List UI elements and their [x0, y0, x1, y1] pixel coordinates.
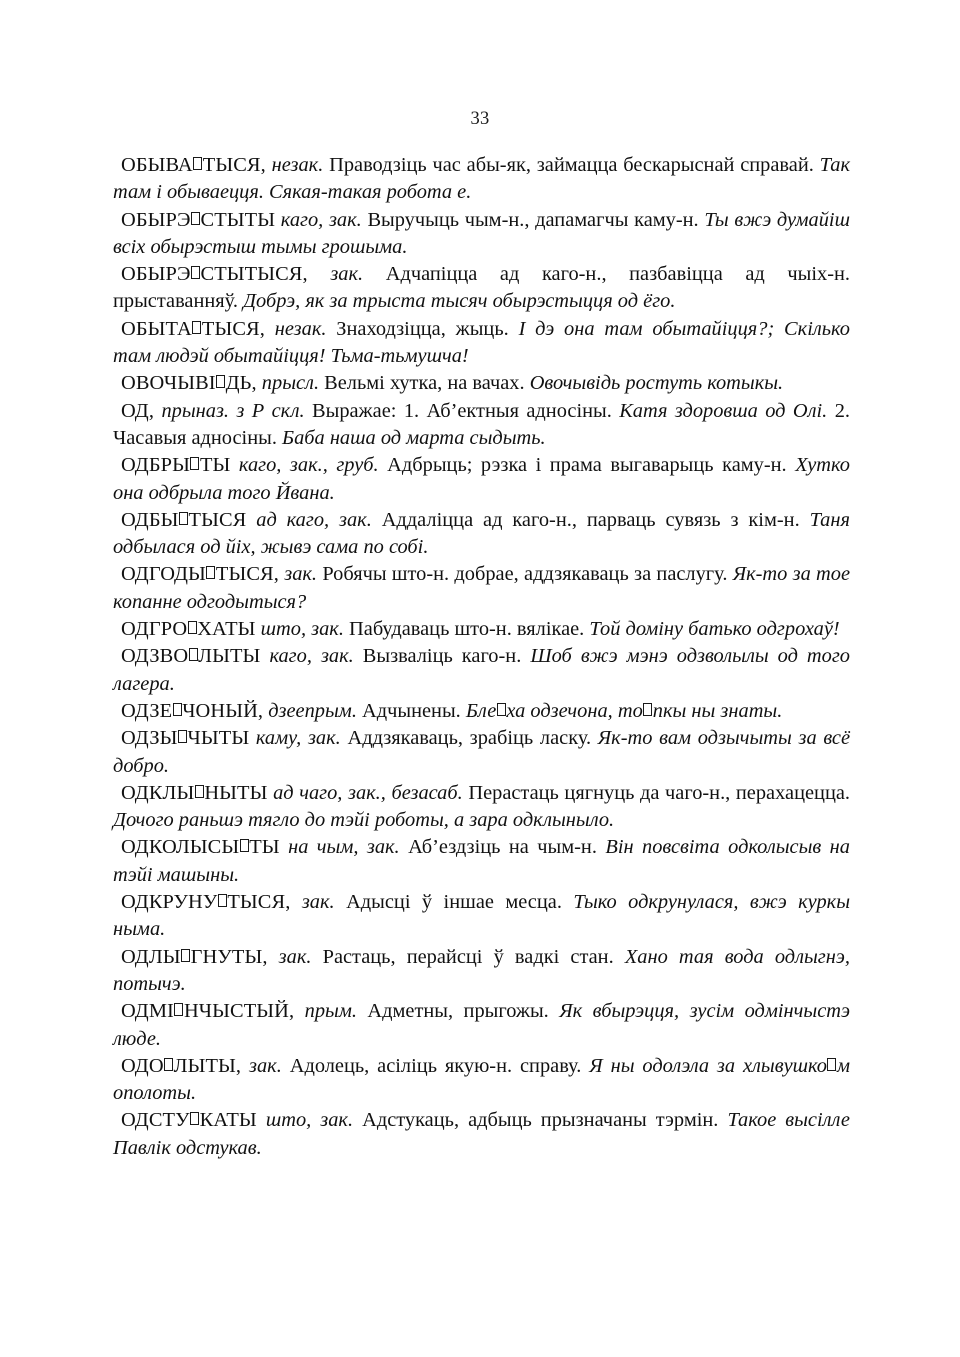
- headword-tail: ТЫ: [249, 836, 280, 859]
- stress-box-glyph: [190, 457, 199, 470]
- example: Він повсвіта одколысыв на тэйі машыны.: [113, 836, 850, 886]
- definition: Аб’ездзіць на чым-н.: [408, 836, 597, 859]
- definition: Выручыць чым-н., дапамагчы каму-н.: [367, 208, 699, 231]
- example-part-b: ха одзечона, то: [506, 699, 643, 722]
- example: Так там і обываецця. Сякая-такая робота е.: [113, 154, 850, 204]
- headword: ОДГОДЫ: [121, 563, 206, 586]
- definition: Адчынены.: [362, 699, 461, 722]
- grammar-label: ад чаго, зак., безасаб.: [273, 781, 463, 804]
- definition: Вельмі хутка, на вачах.: [324, 372, 525, 395]
- example: Катя здоровша од Олі.: [619, 399, 828, 422]
- headword-tail: СТЫТЫСЯ,: [200, 263, 308, 286]
- dictionary-entry: [113, 507, 850, 562]
- headword-tail: ДЬ,: [225, 372, 257, 395]
- stress-box-glyph: [240, 839, 249, 852]
- example: І дэ она там обытайіцця?; Скілько там людэй обытайіцця! Тьма-тьмушча!: [113, 317, 850, 368]
- grammar-label: каго, зак.: [280, 208, 362, 231]
- headword: ОВОЧЫВІ: [121, 372, 216, 395]
- example-part-b: м ополоты.: [113, 1054, 850, 1105]
- headword: ОДБЫ: [121, 508, 179, 531]
- dictionary-entry: [113, 944, 850, 999]
- stress-box-glyph: [192, 321, 201, 334]
- definition: Адстукаць, адбыць прызначаны тэрмін.: [362, 1109, 719, 1132]
- dictionary-entry: [113, 1053, 850, 1108]
- headword: ОБЫРЭ: [121, 208, 191, 231]
- definition: Перастаць цягнуць да чаго-н., перахацецца.: [468, 781, 850, 804]
- headword-tail: ЛЫТЫ: [198, 645, 261, 668]
- stress-box-glyph: [181, 949, 190, 962]
- stress-box-glyph: [195, 785, 204, 798]
- headword: ОДКОЛЫСЫ: [121, 836, 240, 859]
- definition: Аддзякаваць, зрабіць ласку.: [347, 727, 592, 750]
- headword-tail: ТЫСЯ,: [227, 891, 291, 914]
- grammar-label: каго, зак.: [269, 645, 354, 668]
- definition: Робячы што-н. добрае, аддзякаваць за паслугу.: [322, 563, 728, 586]
- dictionary-entry-list: [113, 152, 850, 1162]
- definition: Адолець, асіліць якую-н. справу.: [289, 1054, 582, 1077]
- stress-box-glyph: [173, 703, 182, 716]
- dictionary-entry: [113, 261, 850, 316]
- headword: ОБЫРЭ: [121, 263, 191, 286]
- headword: ОДМІ: [121, 1000, 174, 1023]
- example: Таня одбылася од йіх, жывэ сама по собі.: [113, 508, 850, 559]
- example-sense-2: Баба наша од марта сыдыть.: [282, 426, 546, 449]
- headword-tail: ЛЫТЫ,: [173, 1054, 242, 1077]
- grammar-label: зак.: [278, 945, 312, 968]
- stress-box-glyph: [189, 648, 198, 661]
- example: Тыко одкрунулася, вжэ куркы ныма.: [113, 891, 851, 941]
- headword-tail: ЧОНЫЙ,: [182, 699, 264, 722]
- example-part-a: Бле: [465, 699, 497, 722]
- grammar-label: зак.: [301, 891, 335, 914]
- headword-tail: ТЫСЯ: [188, 508, 247, 531]
- stress-box-glyph: [216, 375, 225, 388]
- example: Хутко она одбрыла того Йвана.: [113, 454, 850, 504]
- grammar-label: на чым, зак.: [288, 836, 400, 859]
- dictionary-entry: [113, 616, 850, 643]
- stress-box-glyph: [497, 703, 506, 716]
- example: Овочывідь ростуть котыкы.: [529, 372, 784, 395]
- stress-box-glyph: [206, 566, 215, 579]
- headword: ОДБРЫ: [121, 454, 190, 477]
- page-number: 33: [470, 109, 490, 129]
- grammar-label: прыназ. з Р скл.: [161, 399, 305, 422]
- definition: Аддаліцца ад каго-н., парваць сувязь з кім-н.: [381, 508, 800, 531]
- headword: ОДГРО: [121, 618, 188, 641]
- dictionary-entry: [113, 1107, 850, 1162]
- definition: Адбрыць; рэзка і прама выгаварыць каму-н.: [387, 454, 787, 477]
- headword-tail: КАТЫ: [199, 1109, 257, 1132]
- definition-sense-2: 2. Часавыя адносіны.: [113, 399, 850, 449]
- example: Той доміну батько одгрохаў!: [589, 618, 840, 641]
- grammar-label: незак.: [271, 154, 324, 176]
- definition: Адысці ў іншае месца.: [346, 891, 562, 914]
- example-part-a: Я ны одолэла за хлывушко: [589, 1054, 827, 1077]
- definition: Вызваліць каго-н.: [362, 645, 522, 668]
- definition: Праводзіць час абы-як, займацца бескарыснай справай.: [329, 154, 814, 176]
- definition: Растаць, перайсці ў вадкі стан.: [322, 945, 614, 968]
- headword-tail: ГНУТЫ,: [190, 945, 268, 968]
- headword-tail: СТЫТЫ: [200, 208, 276, 231]
- headword: ОДКЛЫ: [121, 781, 195, 804]
- stress-box-glyph: [190, 1112, 199, 1125]
- dictionary-entry: [113, 780, 850, 835]
- headword: ОДО: [121, 1054, 164, 1077]
- stress-box-glyph: [191, 212, 200, 225]
- definition: Пабудаваць што-н. вялікае.: [349, 618, 585, 641]
- dictionary-entry: [113, 725, 850, 780]
- stress-box-glyph: [218, 894, 227, 907]
- headword-tail: НЧЫСТЫЙ,: [183, 1000, 295, 1023]
- headword: ОДЗЫ: [121, 727, 178, 750]
- grammar-label: зак.: [330, 263, 364, 286]
- example: Такое высілле Павлік одстукав.: [113, 1109, 850, 1159]
- dictionary-entry: [113, 398, 850, 453]
- headword: ОД,: [121, 399, 155, 422]
- example-part-c: пкы ны знаты.: [652, 699, 783, 722]
- example: Як-то за тое копанне одгодытыся?: [113, 563, 851, 613]
- example: Як-то вам одзычыты за всё добро.: [113, 727, 851, 777]
- dictionary-entry: [113, 698, 850, 725]
- definition: Адметны, прыгожы.: [367, 1000, 549, 1023]
- headword: ОБЫТА: [121, 317, 192, 340]
- example: Шоб вжэ мэнэ одзволылы од того лагера.: [113, 645, 851, 695]
- dictionary-entry: [113, 452, 850, 507]
- stress-box-glyph: [164, 1058, 173, 1071]
- grammar-label: прым.: [304, 1000, 357, 1023]
- dictionary-entry: [113, 207, 850, 262]
- dictionary-entry: [113, 998, 850, 1053]
- headword-tail: ТЫСЯ,: [215, 563, 279, 586]
- grammar-label: зак.: [284, 563, 318, 586]
- example: Ты вжэ думайіш всіх обырэстыш тымы грошыма.: [113, 208, 850, 258]
- headword-tail: ХАТЫ: [197, 618, 256, 641]
- dictionary-entry: [113, 561, 850, 616]
- headword: ОДЛЫ: [121, 945, 181, 968]
- stress-box-glyph: [193, 157, 202, 170]
- grammar-label: каму, зак.: [255, 727, 341, 750]
- dictionary-entry: [113, 643, 850, 698]
- definition: Выражае: 1. Аб’ектныя адносіны.: [312, 399, 612, 422]
- headword-tail: ТЫСЯ,: [201, 317, 265, 340]
- dictionary-entry: [113, 889, 850, 944]
- grammar-label: незак.: [274, 317, 327, 340]
- headword: ОДЗВО: [121, 645, 189, 668]
- example: Як вбырэцця, зусім одмінчыстэ люде.: [113, 1000, 850, 1050]
- stress-box-glyph: [188, 621, 197, 634]
- stress-box-glyph: [179, 512, 188, 525]
- stress-box-glyph: [178, 730, 187, 743]
- grammar-label: зак.: [249, 1054, 282, 1077]
- headword: ОДКРУНУ: [121, 891, 218, 914]
- stress-box-glyph: [174, 1003, 183, 1016]
- grammar-label: каго, зак., груб.: [238, 454, 379, 477]
- example: Хано тая вода одлыгнэ, потычэ.: [113, 945, 850, 995]
- grammar-label: дзеепрым.: [268, 699, 357, 722]
- definition: Адчапіцца ад каго-н., пазбавіцца ад чыіх-н. прыставанняў.: [113, 263, 850, 313]
- dictionary-entry: [113, 316, 850, 371]
- headword-tail: ТЫ: [199, 454, 231, 477]
- grammar-label: што, зак.: [265, 1109, 354, 1132]
- headword: ОДСТУ: [121, 1109, 190, 1132]
- definition: Знаходзіцца, жыць.: [336, 317, 509, 340]
- stress-box-glyph: [827, 1058, 836, 1071]
- headword: ОБЫВА: [121, 154, 193, 176]
- headword-tail: ЧЫТЫ: [187, 727, 250, 750]
- headword-tail: НЫТЫ: [204, 781, 268, 804]
- example: Дочого раньшэ тягло до тэйі роботы, а зара одклыныло.: [113, 809, 615, 832]
- headword: ОДЗЕ: [121, 699, 173, 722]
- dictionary-entry: [113, 834, 850, 889]
- example: Добрэ, як за трыста тысяч обырэстыцця од ёго.: [243, 290, 676, 313]
- stress-box-glyph: [191, 266, 200, 279]
- dictionary-entry: [113, 152, 850, 207]
- grammar-label: прысл.: [261, 372, 320, 395]
- grammar-label: што, зак.: [260, 618, 344, 641]
- dictionary-entry: [113, 370, 850, 397]
- headword-tail: ТЫСЯ,: [202, 154, 266, 176]
- stress-box-glyph: [643, 703, 652, 716]
- grammar-label: ад каго, зак.: [256, 508, 372, 531]
